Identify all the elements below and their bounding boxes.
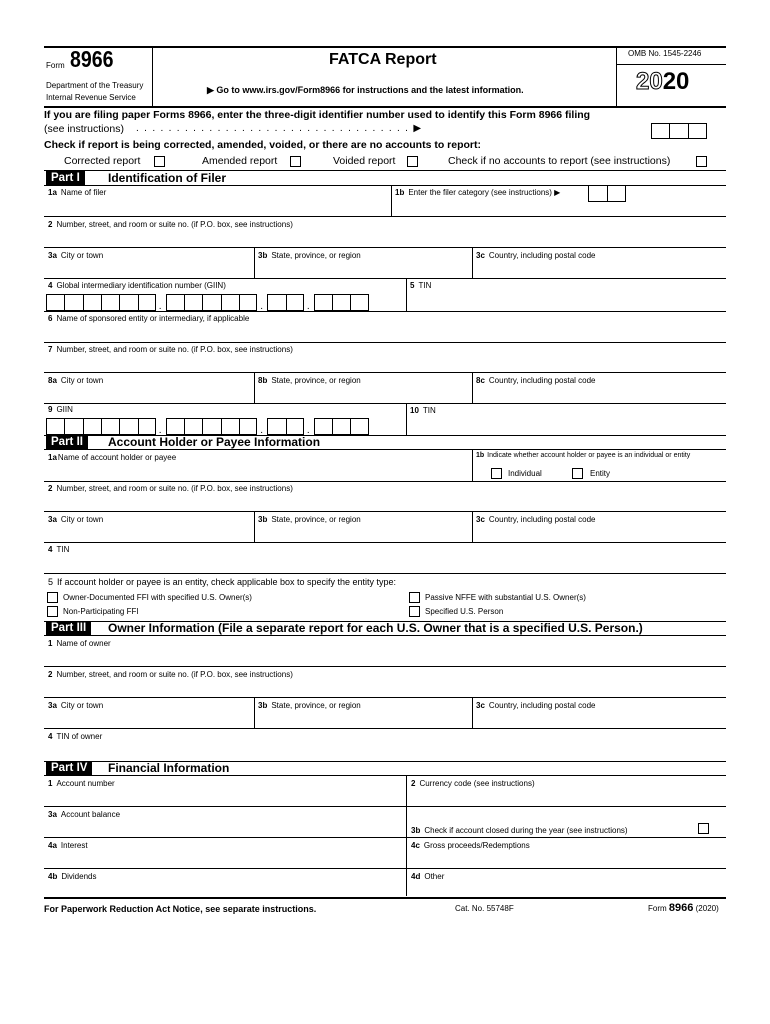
filer-name-input[interactable] [48, 200, 388, 214]
giin-cell-divider [184, 419, 185, 434]
p4-1-label: 1 Account number [48, 779, 115, 788]
p1-3a-label: 3a City or town [48, 251, 104, 260]
interest-input[interactable] [48, 853, 400, 867]
rule [44, 372, 726, 373]
filer-state-input[interactable] [258, 263, 468, 277]
rule [44, 806, 726, 807]
giin-cell-divider [239, 295, 240, 310]
owner-city-input[interactable] [48, 713, 248, 727]
owner-tin-input[interactable] [48, 744, 718, 758]
sponsored-street-input[interactable] [48, 357, 718, 371]
part4-title: Financial Information [108, 761, 230, 775]
part4-column-divider [406, 775, 407, 896]
giin-cell-divider [83, 295, 84, 310]
owner-name-input[interactable] [48, 651, 718, 665]
p1-2-label: 2 Number, street, and room or suite no. (if P.O. box, see instructions) [48, 220, 293, 229]
divider [472, 247, 473, 278]
divider [254, 697, 255, 728]
sponsored-state-input[interactable] [258, 388, 468, 402]
dividends-input[interactable] [48, 884, 400, 895]
p1-6-label: 6 Name of sponsored entity or intermediary, if applicable [48, 314, 250, 323]
giin-segment[interactable] [314, 294, 369, 311]
header-divider-right [616, 46, 617, 106]
divider [472, 449, 473, 481]
giin-cell-divider [239, 419, 240, 434]
divider [472, 511, 473, 542]
part3-title: Owner Information (File a separate report for each U.S. Owner that is a specified U.S. Person.) [108, 621, 643, 635]
account-holder-name-input[interactable] [48, 465, 463, 479]
giin-cell-divider [64, 295, 65, 310]
p1-3b-label: 3b State, province, or region [258, 251, 361, 260]
rule [44, 511, 726, 512]
giin-cell-divider [138, 419, 139, 434]
giin-cell-divider [332, 295, 333, 310]
p2-3a-label: 3a City or town [48, 515, 104, 524]
p4-4b-label: 4b Dividends [48, 872, 97, 881]
omb-rule [616, 64, 726, 65]
p2-3b-label: 3b State, province, or region [258, 515, 361, 524]
p4-4a-label: 4a Interest [48, 841, 88, 850]
p1-7-label: 7 Number, street, and room or suite no. (if P.O. box, see instructions) [48, 345, 293, 354]
header-bottom-rule [44, 106, 726, 108]
giin-cell-divider [119, 419, 120, 434]
rule [44, 403, 726, 404]
part4-tag: Part IV [46, 761, 92, 776]
specified-us-person-label: Specified U.S. Person [425, 607, 504, 616]
giin-separator: . [306, 301, 310, 312]
p3-2-label: 2 Number, street, and room or suite no. (if P.O. box, see instructions) [48, 670, 293, 679]
giin-cell-divider [202, 419, 203, 434]
voided-report-label: Voided report [333, 155, 396, 167]
tax-year [636, 70, 689, 94]
part3-header-rule [44, 635, 726, 636]
rule [44, 247, 726, 248]
gross-proceeds-input[interactable] [411, 853, 721, 867]
rule [44, 697, 726, 698]
paperwork-notice: For Paperwork Reduction Act Notice, see separate instructions. [44, 904, 317, 914]
corrected-report-label: Corrected report [64, 155, 141, 167]
filer-country-input[interactable] [476, 263, 721, 277]
holder-country-input[interactable] [476, 527, 721, 541]
no-accounts-checkbox[interactable] [696, 156, 707, 167]
p1-8a-label: 8a City or town [48, 376, 104, 385]
entity-checkbox[interactable] [572, 468, 583, 479]
other-input[interactable] [411, 884, 721, 895]
p2-4-label: 4 TIN [48, 545, 70, 554]
divider [254, 511, 255, 542]
divider [406, 278, 407, 312]
divider [472, 372, 473, 403]
filer-tin-input[interactable] [412, 295, 717, 309]
p2-2-label: 2 Number, street, and room or suite no. (if P.O. box, see instructions) [48, 484, 293, 493]
giin-cell-divider [286, 295, 287, 310]
digit-divider [669, 124, 670, 138]
giin-segment[interactable] [46, 294, 156, 311]
giin-cell-divider [221, 295, 222, 310]
p3-4-label: 4 TIN of owner [48, 732, 103, 741]
giin-separator: . [158, 301, 162, 312]
giin-cell-divider [101, 419, 102, 434]
part1-tag: Part I [46, 171, 85, 186]
sponsored-giin-input[interactable] [44, 418, 394, 435]
p1-5-label: 5 TIN [410, 281, 432, 290]
giin-cell-divider [119, 295, 120, 310]
holder-street-input[interactable] [48, 496, 718, 510]
p2-5-label: 5 If account holder or payee is an entity, check applicable box to specify the entity type: [48, 577, 397, 587]
giin-cell-divider [286, 419, 287, 434]
giin-separator: . [260, 301, 264, 312]
part1-title: Identification of Filer [108, 171, 227, 185]
goto-instruction: ▶ Go to www.irs.gov/Form8966 for instructions and the latest information. [207, 85, 524, 95]
giin-cell-divider [332, 419, 333, 434]
owner-country-input[interactable] [476, 713, 721, 727]
giin-cell-divider [83, 419, 84, 434]
part2-tag: Part II [46, 435, 88, 450]
top-rule [44, 46, 726, 48]
tax-year-outline: 20 [636, 68, 663, 95]
bottom-rule [44, 897, 726, 899]
rule [44, 728, 726, 729]
currency-code-input[interactable] [411, 791, 721, 805]
p4-4c-label: 4c Gross proceeds/Redemptions [411, 841, 530, 850]
divider [406, 403, 407, 435]
p4-4d-label: 4d Other [411, 872, 445, 881]
form-title: FATCA Report [329, 51, 437, 68]
divider [254, 372, 255, 403]
rule [44, 666, 726, 667]
sponsored-country-input[interactable] [476, 388, 721, 402]
rule [44, 278, 726, 279]
rule [44, 216, 726, 217]
filer-giin-input[interactable] [44, 294, 394, 311]
part2-title: Account Holder or Payee Information [108, 435, 321, 449]
account-number-input[interactable] [48, 791, 400, 805]
divider [472, 697, 473, 728]
dept-line-1: Department of the Treasury [46, 81, 144, 90]
tax-year-solid: 20 [662, 68, 690, 95]
holder-city-input[interactable] [48, 527, 248, 541]
part2-header-rule [44, 449, 726, 450]
dept-line-2: Internal Revenue Service [46, 93, 136, 102]
giin-segment[interactable] [267, 418, 304, 435]
owner-documented-ffi-label: Owner-Documented FFI with specified U.S. Owner(s) [63, 593, 252, 602]
rule [44, 342, 726, 343]
digit-divider [688, 124, 689, 138]
part3-tag: Part III [46, 621, 91, 636]
p1-10-label: 10 TIN [410, 406, 436, 415]
owner-state-input[interactable] [258, 713, 468, 727]
giin-segment[interactable] [314, 418, 369, 435]
rule [44, 837, 726, 838]
corrected-report-checkbox[interactable] [154, 156, 165, 167]
holder-tin-input[interactable] [48, 557, 718, 571]
giin-segment[interactable] [46, 418, 156, 435]
account-balance-input[interactable] [48, 822, 400, 836]
p1-9-label: 9 GIIN [48, 405, 73, 414]
giin-cell-divider [64, 419, 65, 434]
filer-street-input[interactable] [48, 232, 718, 246]
individual-checkbox[interactable] [491, 468, 502, 479]
passive-nffe-label: Passive NFFE with substantial U.S. Owner(s) [425, 593, 586, 602]
rule [44, 573, 726, 574]
giin-cell-divider [202, 295, 203, 310]
p3-3a-label: 3a City or town [48, 701, 104, 710]
giin-segment[interactable] [166, 294, 258, 311]
giin-separator: . [158, 425, 162, 436]
p1-8c-label: 8c Country, including postal code [476, 376, 596, 385]
giin-segment[interactable] [166, 418, 258, 435]
non-participating-ffi-label: Non-Participating FFI [63, 607, 139, 616]
p1-3c-label: 3c Country, including postal code [476, 251, 596, 260]
report-status-question: Check if report is being corrected, amended, voided, or there are no accounts to report: [44, 139, 482, 151]
digit-divider [607, 186, 608, 201]
part4-header-rule [44, 775, 726, 776]
giin-cell-divider [184, 295, 185, 310]
giin-separator: . [306, 425, 310, 436]
amended-report-label: Amended report [202, 155, 278, 167]
footer-form-id: Form 8966 (2020) [648, 902, 719, 914]
p3-3b-label: 3b State, province, or region [258, 701, 361, 710]
catalog-number: Cat. No. 55748F [455, 904, 514, 913]
giin-separator: . [260, 425, 264, 436]
non-participating-ffi-checkbox[interactable] [47, 606, 58, 617]
header-divider-left [152, 46, 153, 106]
p1-8b-label: 8b State, province, or region [258, 376, 361, 385]
rule [44, 311, 726, 312]
p3-1-label: 1 Name of owner [48, 639, 111, 648]
rule [44, 481, 726, 482]
p4-2-label: 2 Currency code (see instructions) [411, 779, 535, 788]
omb-number: OMB No. 1545-2246 [628, 49, 702, 58]
p2-1a-label: 1aName of account holder or payee [48, 453, 177, 462]
individual-label: Individual [508, 469, 542, 478]
amended-report-checkbox[interactable] [290, 156, 301, 167]
giin-cell-divider [350, 419, 351, 434]
see-instructions-text: (see instructions) [44, 123, 124, 135]
p4-3a-label: 3a Account balance [48, 810, 121, 819]
filing-identifier-input[interactable] [651, 123, 707, 139]
owner-documented-ffi-checkbox[interactable] [47, 592, 58, 603]
no-accounts-label: Check if no accounts to report (see instructions) [448, 155, 671, 167]
leader-dots: . . . . . . . . . . . . . . . . . . . . . . . . . . . . . . . . . . ▶ [136, 123, 423, 134]
p3-3c-label: 3c Country, including postal code [476, 701, 596, 710]
holder-state-input[interactable] [258, 527, 468, 541]
p1-1a-label: 1a Name of filer [48, 188, 107, 197]
p1-1b-label: 1b Enter the filer category (see instructions) ▶ [395, 188, 561, 197]
specified-us-person-checkbox[interactable] [409, 606, 420, 617]
account-closed-checkbox[interactable] [698, 823, 709, 834]
giin-cell-divider [350, 295, 351, 310]
sponsored-tin-input[interactable] [412, 419, 717, 433]
sponsored-entity-name-input[interactable] [48, 327, 718, 341]
sponsored-city-input[interactable] [48, 388, 248, 402]
entity-label: Entity [590, 469, 611, 478]
giin-segment[interactable] [267, 294, 304, 311]
giin-cell-divider [221, 419, 222, 434]
divider [254, 247, 255, 278]
p2-1b-label: 1b Indicate whether account holder or payee is an individual or entity [476, 452, 691, 459]
form-number: 8966 [70, 46, 114, 72]
giin-cell-divider [138, 295, 139, 310]
filer-category-input[interactable] [588, 185, 626, 202]
form-word: Form [46, 61, 65, 70]
voided-report-checkbox[interactable] [407, 156, 418, 167]
passive-nffe-checkbox[interactable] [409, 592, 420, 603]
p1-4-label: 4 Global intermediary identification number (GIIN) [48, 281, 226, 290]
divider [391, 185, 392, 216]
rule [44, 542, 726, 543]
rule [44, 868, 726, 869]
filing-identifier-instruction: If you are filing paper Forms 8966, enter the three-digit identifier number used to identify this Form 8966 filing [44, 109, 591, 121]
p2-3c-label: 3c Country, including postal code [476, 515, 596, 524]
p4-3b-label: 3b Check if account closed during the year (see instructions) [411, 826, 628, 835]
filer-city-input[interactable] [48, 263, 248, 277]
giin-cell-divider [101, 295, 102, 310]
owner-street-input[interactable] [48, 682, 718, 696]
